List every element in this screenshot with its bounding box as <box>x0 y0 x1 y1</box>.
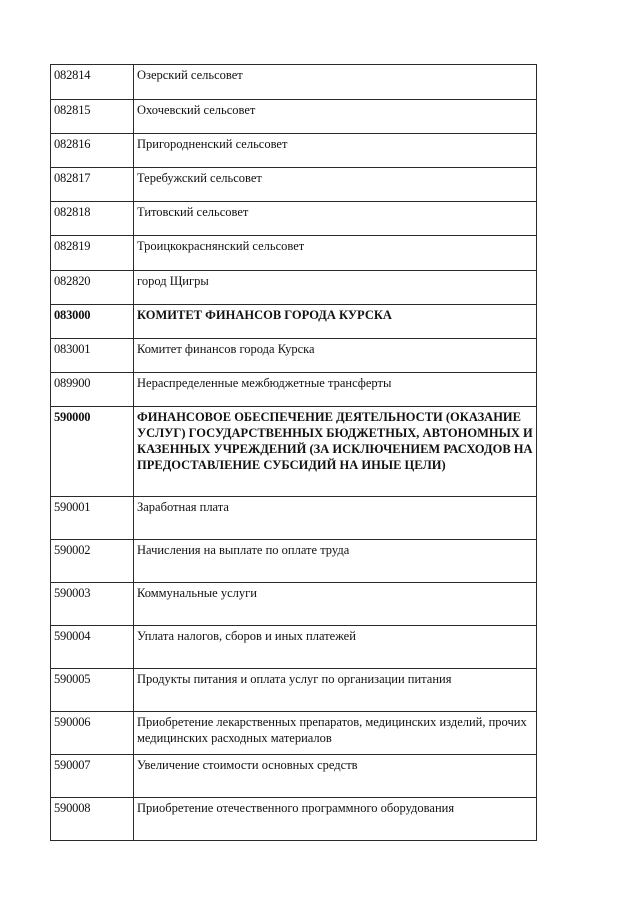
row-description: Пригородненский сельсовет <box>134 134 537 168</box>
table-row <box>51 712 537 755</box>
row-code: 590007 <box>51 755 134 798</box>
table-row <box>51 134 537 168</box>
row-description: Увеличение стоимости основных средств <box>134 755 537 798</box>
row-code: 082814 <box>51 65 134 100</box>
row-code: 089900 <box>51 373 134 407</box>
row-description: Коммунальные услуги <box>134 583 537 626</box>
row-code: 590001 <box>51 497 134 540</box>
table-row <box>51 373 537 407</box>
table-row-section <box>51 305 537 339</box>
table-row <box>51 626 537 669</box>
row-code: 590002 <box>51 540 134 583</box>
table-row <box>51 540 537 583</box>
table-row <box>51 755 537 798</box>
row-description: Титовский сельсовет <box>134 202 537 236</box>
row-description: Озерский сельсовет <box>134 65 537 100</box>
row-description: Начисления на выплате по оплате труда <box>134 540 537 583</box>
row-description: Нераспределенные межбюджетные трансферты <box>134 373 537 407</box>
table-body <box>51 65 537 841</box>
table-row <box>51 583 537 626</box>
row-description: Уплата налогов, сборов и иных платежей <box>134 626 537 669</box>
row-description: Заработная плата <box>134 497 537 540</box>
table-row <box>51 798 537 841</box>
row-code: 082815 <box>51 100 134 134</box>
row-description: Теребужский сельсовет <box>134 168 537 202</box>
row-code: 083001 <box>51 339 134 373</box>
row-code: 082819 <box>51 236 134 271</box>
row-description: Приобретение отечественного программного оборудования <box>134 798 537 841</box>
row-code: 082817 <box>51 168 134 202</box>
table-row <box>51 202 537 236</box>
budget-codes-table <box>50 64 537 841</box>
row-code: 590006 <box>51 712 134 755</box>
table-row <box>51 339 537 373</box>
table-row <box>51 236 537 271</box>
row-description: Троицкокраснянский сельсовет <box>134 236 537 271</box>
row-code: 590000 <box>51 407 134 497</box>
row-code: 590005 <box>51 669 134 712</box>
row-description: Продукты питания и оплата услуг по организации питания <box>134 669 537 712</box>
row-description: Комитет финансов города Курска <box>134 339 537 373</box>
row-code: 590008 <box>51 798 134 841</box>
row-description: КОМИТЕТ ФИНАНСОВ ГОРОДА КУРСКА <box>134 305 537 339</box>
row-code: 082816 <box>51 134 134 168</box>
row-code: 590004 <box>51 626 134 669</box>
row-code: 082820 <box>51 271 134 305</box>
row-description: Приобретение лекарственных препаратов, медицинских изделий, прочих медицинских расходных материалов <box>134 712 537 755</box>
table-row <box>51 65 537 100</box>
row-code: 082818 <box>51 202 134 236</box>
table-row-section <box>51 407 537 497</box>
row-code: 590003 <box>51 583 134 626</box>
table-row <box>51 168 537 202</box>
table-row <box>51 271 537 305</box>
table-row <box>51 100 537 134</box>
row-description: город Щигры <box>134 271 537 305</box>
row-description: ФИНАНСОВОЕ ОБЕСПЕЧЕНИЕ ДЕЯТЕЛЬНОСТИ (ОКАЗАНИЕ УСЛУГ) ГОСУДАРСТВЕННЫХ БЮДЖЕТНЫХ, АВТОНОМНЫХ И КАЗЕННЫХ УЧРЕЖДЕНИЙ (ЗА ИСКЛЮЧЕНИЕМ РАСХОДОВ НА ПРЕДОСТАВЛЕНИЕ СУБСИДИЙ НА ИНЫЕ ЦЕЛИ) <box>134 407 537 497</box>
row-code: 083000 <box>51 305 134 339</box>
table-row <box>51 669 537 712</box>
table-row <box>51 497 537 540</box>
row-description: Охочевский сельсовет <box>134 100 537 134</box>
